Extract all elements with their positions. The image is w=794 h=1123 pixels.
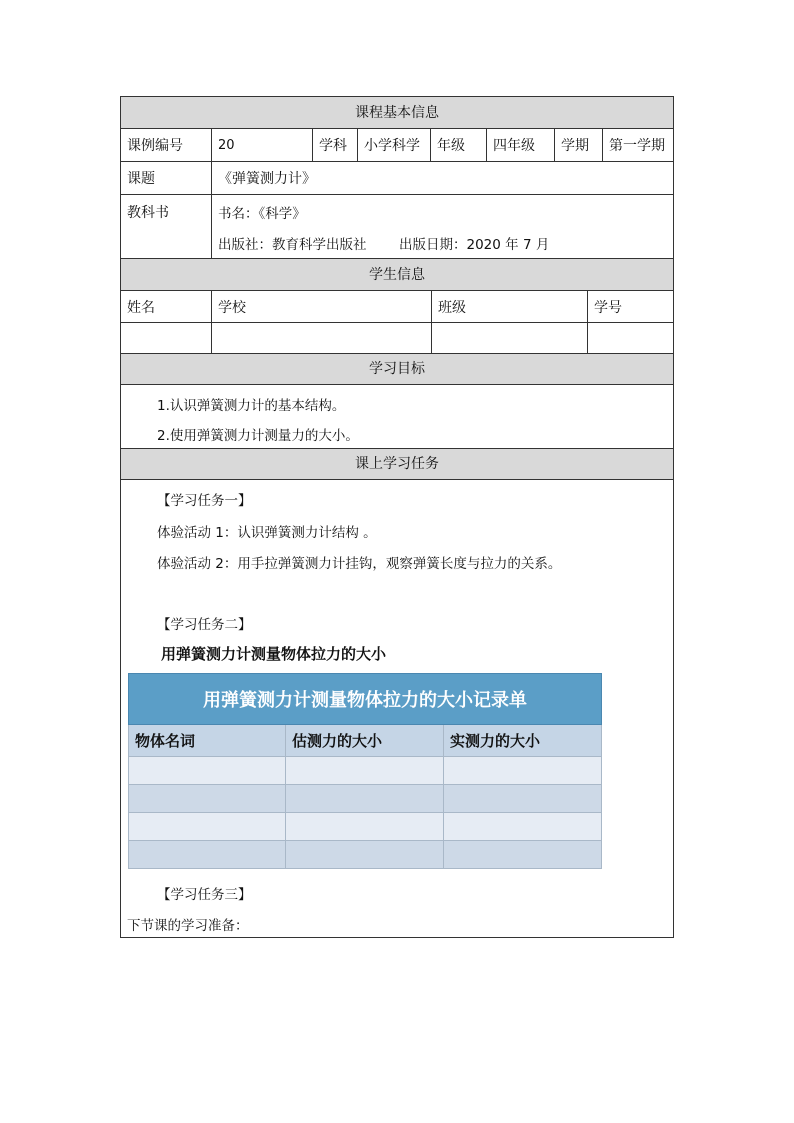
record-row — [128, 785, 602, 813]
textbook-row — [121, 195, 673, 259]
record-sheet-header-row — [128, 725, 602, 757]
publisher: 出版社：教育科学出版社 — [218, 237, 367, 253]
topic-row — [121, 162, 673, 195]
task1-title: 【学习任务一】 — [157, 493, 252, 509]
goal-item-2: 2.使用弹簧测力计测量力的大小。 — [157, 428, 359, 444]
task2-title: 【学习任务二】 — [157, 617, 252, 633]
student-info-header: 学生信息 — [121, 259, 673, 291]
record-cell[interactable] — [286, 757, 444, 785]
course-no-value: 20 — [212, 129, 313, 161]
student-info-blank — [121, 323, 673, 354]
column-object-name: 物体名词 — [128, 725, 286, 757]
record-cell[interactable] — [444, 813, 602, 841]
record-sheet-title: 用弹簧测力计测量物体拉力的大小记录单 — [128, 673, 602, 725]
record-row — [128, 841, 602, 869]
goal-item-1: 1.认识弹簧测力计的基本结构。 — [157, 398, 346, 414]
class-field[interactable] — [432, 323, 588, 353]
task3-title: 【学习任务三】 — [157, 887, 252, 903]
subject-label: 学科 — [313, 129, 358, 161]
basic-info-row-1 — [121, 129, 673, 162]
task1-activity-1: 体验活动 1：认识弹簧测力计结构 。 — [157, 525, 377, 541]
record-cell[interactable] — [128, 813, 286, 841]
record-row — [128, 757, 602, 785]
goals-header: 学习目标 — [121, 354, 673, 385]
grade-value: 四年级 — [487, 129, 555, 161]
record-cell[interactable] — [128, 785, 286, 813]
school-field[interactable] — [212, 323, 432, 353]
task2-subtitle: 用弹簧测力计测量物体拉力的大小 — [161, 645, 387, 663]
record-sheet — [128, 673, 602, 869]
record-cell[interactable] — [128, 757, 286, 785]
basic-info-header: 课程基本信息 — [121, 97, 673, 129]
subject-value: 小学科学 — [358, 129, 431, 161]
record-cell[interactable] — [444, 757, 602, 785]
column-estimated-force: 估测力的大小 — [286, 725, 444, 757]
student-id-field[interactable] — [588, 323, 673, 353]
textbook-label: 教科书 — [121, 195, 212, 258]
goals-body — [121, 385, 673, 449]
lesson-form — [120, 96, 674, 938]
task1-activity-2: 体验活动 2：用手拉弹簧测力计挂钩，观察弹簧长度与拉力的关系。 — [157, 556, 562, 572]
term-value: 第一学期 — [609, 138, 665, 154]
publish-date: 出版日期：2020 年 7 月 — [399, 237, 550, 253]
class-label: 班级 — [432, 291, 588, 322]
topic-label: 课题 — [121, 162, 212, 194]
school-label: 学校 — [212, 291, 432, 322]
student-info-labels — [121, 291, 673, 323]
grade-label: 年级 — [431, 129, 487, 161]
record-cell[interactable] — [286, 841, 444, 869]
course-no-label: 课例编号 — [121, 129, 212, 161]
column-measured-force: 实测力的大小 — [444, 725, 602, 757]
record-cell[interactable] — [444, 785, 602, 813]
student-id-label: 学号 — [594, 299, 622, 316]
name-label: 姓名 — [121, 291, 212, 322]
record-cell[interactable] — [128, 841, 286, 869]
book-name: 书名：《科学》 — [218, 206, 306, 222]
record-cell[interactable] — [286, 813, 444, 841]
next-lesson-prep: 下节课的学习准备： — [127, 918, 249, 934]
record-cell[interactable] — [444, 841, 602, 869]
term-label: 学期 — [555, 129, 603, 161]
name-field[interactable] — [121, 323, 212, 353]
tasks-header: 课上学习任务 — [121, 449, 673, 480]
record-cell[interactable] — [286, 785, 444, 813]
topic-value: 《弹簧测力计》 — [218, 171, 316, 187]
record-row — [128, 813, 602, 841]
